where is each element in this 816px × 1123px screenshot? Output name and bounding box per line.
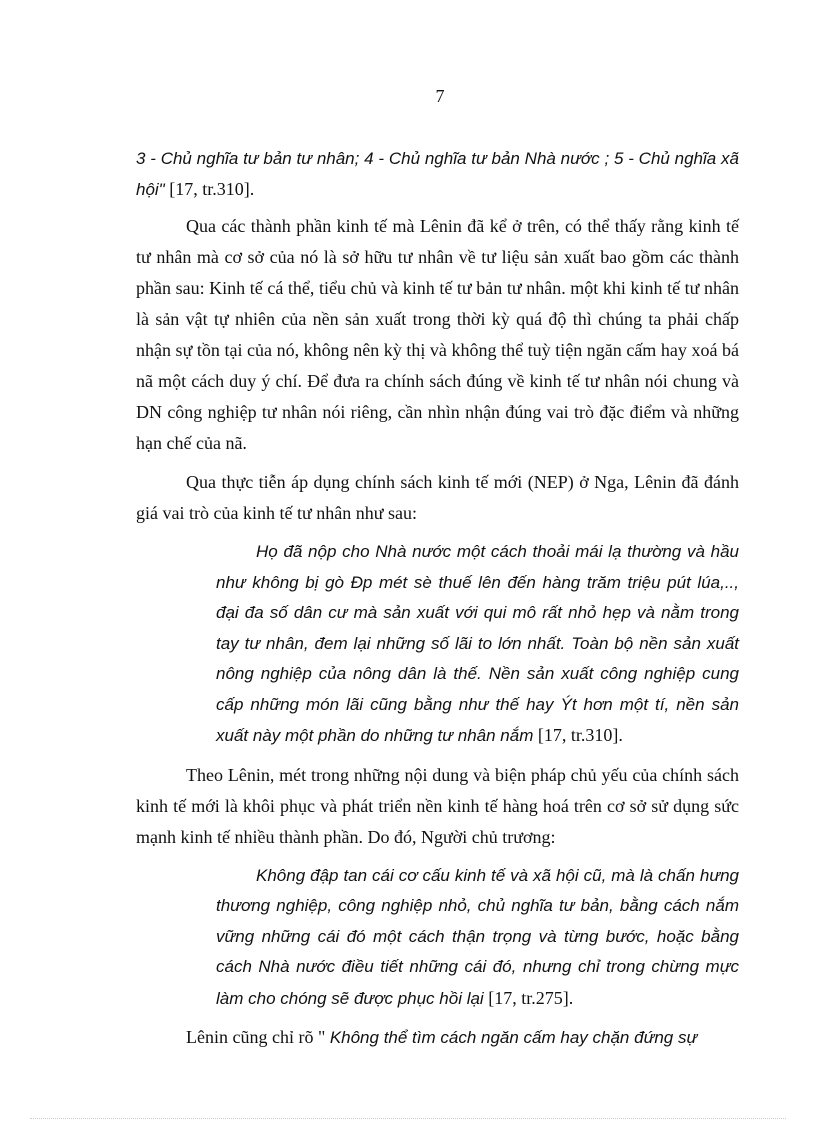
page-number: 7 [435,86,445,106]
paragraph-lenin-notes [136,1022,739,1053]
paragraph-nep-measures: Theo Lênin, mét trong những nội dung và biện pháp chủ yếu của chính sách kinh tế mới là khôi phục và phát triển nền kinh tế hàng hoá trên cơ sở sử dụng sức mạnh kinh tế nhiều thành phần. Do đó, Người chủ trương: [136,764,739,847]
page-bottom-border [30,1118,786,1119]
paragraph-economic-sectors: Qua các thành phần kinh tế mà Lênin đã kể ở trên, có thể thấy rằng kinh tế tư nhân mà cơ sở của nó là sở hữu tư nhân về tư liệu sản xuất bao gồm các thành phần sau: Kinh tế cá thể, tiểu chủ và kinh tế tư bản tư nhân. một khi kinh tế tư nhân là sản vật tự nhiên của nền sản xuất trong thời kỳ quá độ thì chúng ta phải chấp nhận sự tồn tại của nó, không nên kỳ thị và không thể tuỳ tiện ngăn cấm hay xoá bá nã một cách duy ý chí. Để đưa ra chính sách đúng về kinh tế tư nhân nói chung và DN công nghiệp tư nhân nói riêng, cần nhìn nhận đúng vai trò đặc điểm và những hạn chế của nã. [136,216,739,453]
paragraph-continuation [136,143,739,205]
paragraph-nep-assessment: Qua thực tiễn áp dụng chính sách kinh tế mới (NEP) ở Nga, Lênin đã đánh giá vai trò của kinh tế tư nhân như sau: [136,472,739,523]
citation: [17, tr.310]. [164,179,255,199]
citation: [17, tr.275]. [483,987,574,1008]
document-body [136,143,739,1053]
block-quote-text: Không đập tan cái cơ cấu kinh tế và xã hội cũ, mà là chấn hưng thương nghiệp, công nghiệp nhỏ, chủ nghĩa tư bản, bằng cách nắm vững những cái đó một cách thận trọng và từng bước, hoặc bằng cách Nhà nước điều tiết những cái đó, nhưng chỉ trong chừng mực làm cho chóng sẽ được phục hồi lại [216,865,739,1008]
block-quote-lenin-1 [216,537,739,752]
paragraph-continuation-italic: 3 - Chủ nghĩa tư bản tư nhân; 4 - Chủ nghĩa tư bản Nhà nước ; 5 - Chủ nghĩa xã hội" [136,149,739,199]
block-quote-text: Họ đã nộp cho Nhà nước một cách thoải mái lạ thường và hầu như không bị gò Đp mét sè thuế lên đến hàng trăm triệu pút lúa,.., đại đa số dân cư mà sản xuất với qui mô rất nhỏ hẹp và nằm trong tay tư nhân, đem lại những số lãi to lớn nhất. Toàn bộ nền sản xuất nông nghiệp của nông dân là thế. Nền sản xuất công nghiệp cung cấp những món lãi cũng bằng như thế hay Ýt hơn một tí, nền sản xuất này một phần do những tư nhân nắm [216,542,739,745]
paragraph-lenin-notes-italic: Không thể tìm cách ngăn cấm hay chặn đứng sự [329,1028,698,1047]
paragraph-lenin-notes-normal: Lênin cũng chỉ rõ " [186,1027,330,1047]
block-quote-lenin-2 [216,861,739,1015]
citation: [17, tr.310]. [533,725,623,745]
